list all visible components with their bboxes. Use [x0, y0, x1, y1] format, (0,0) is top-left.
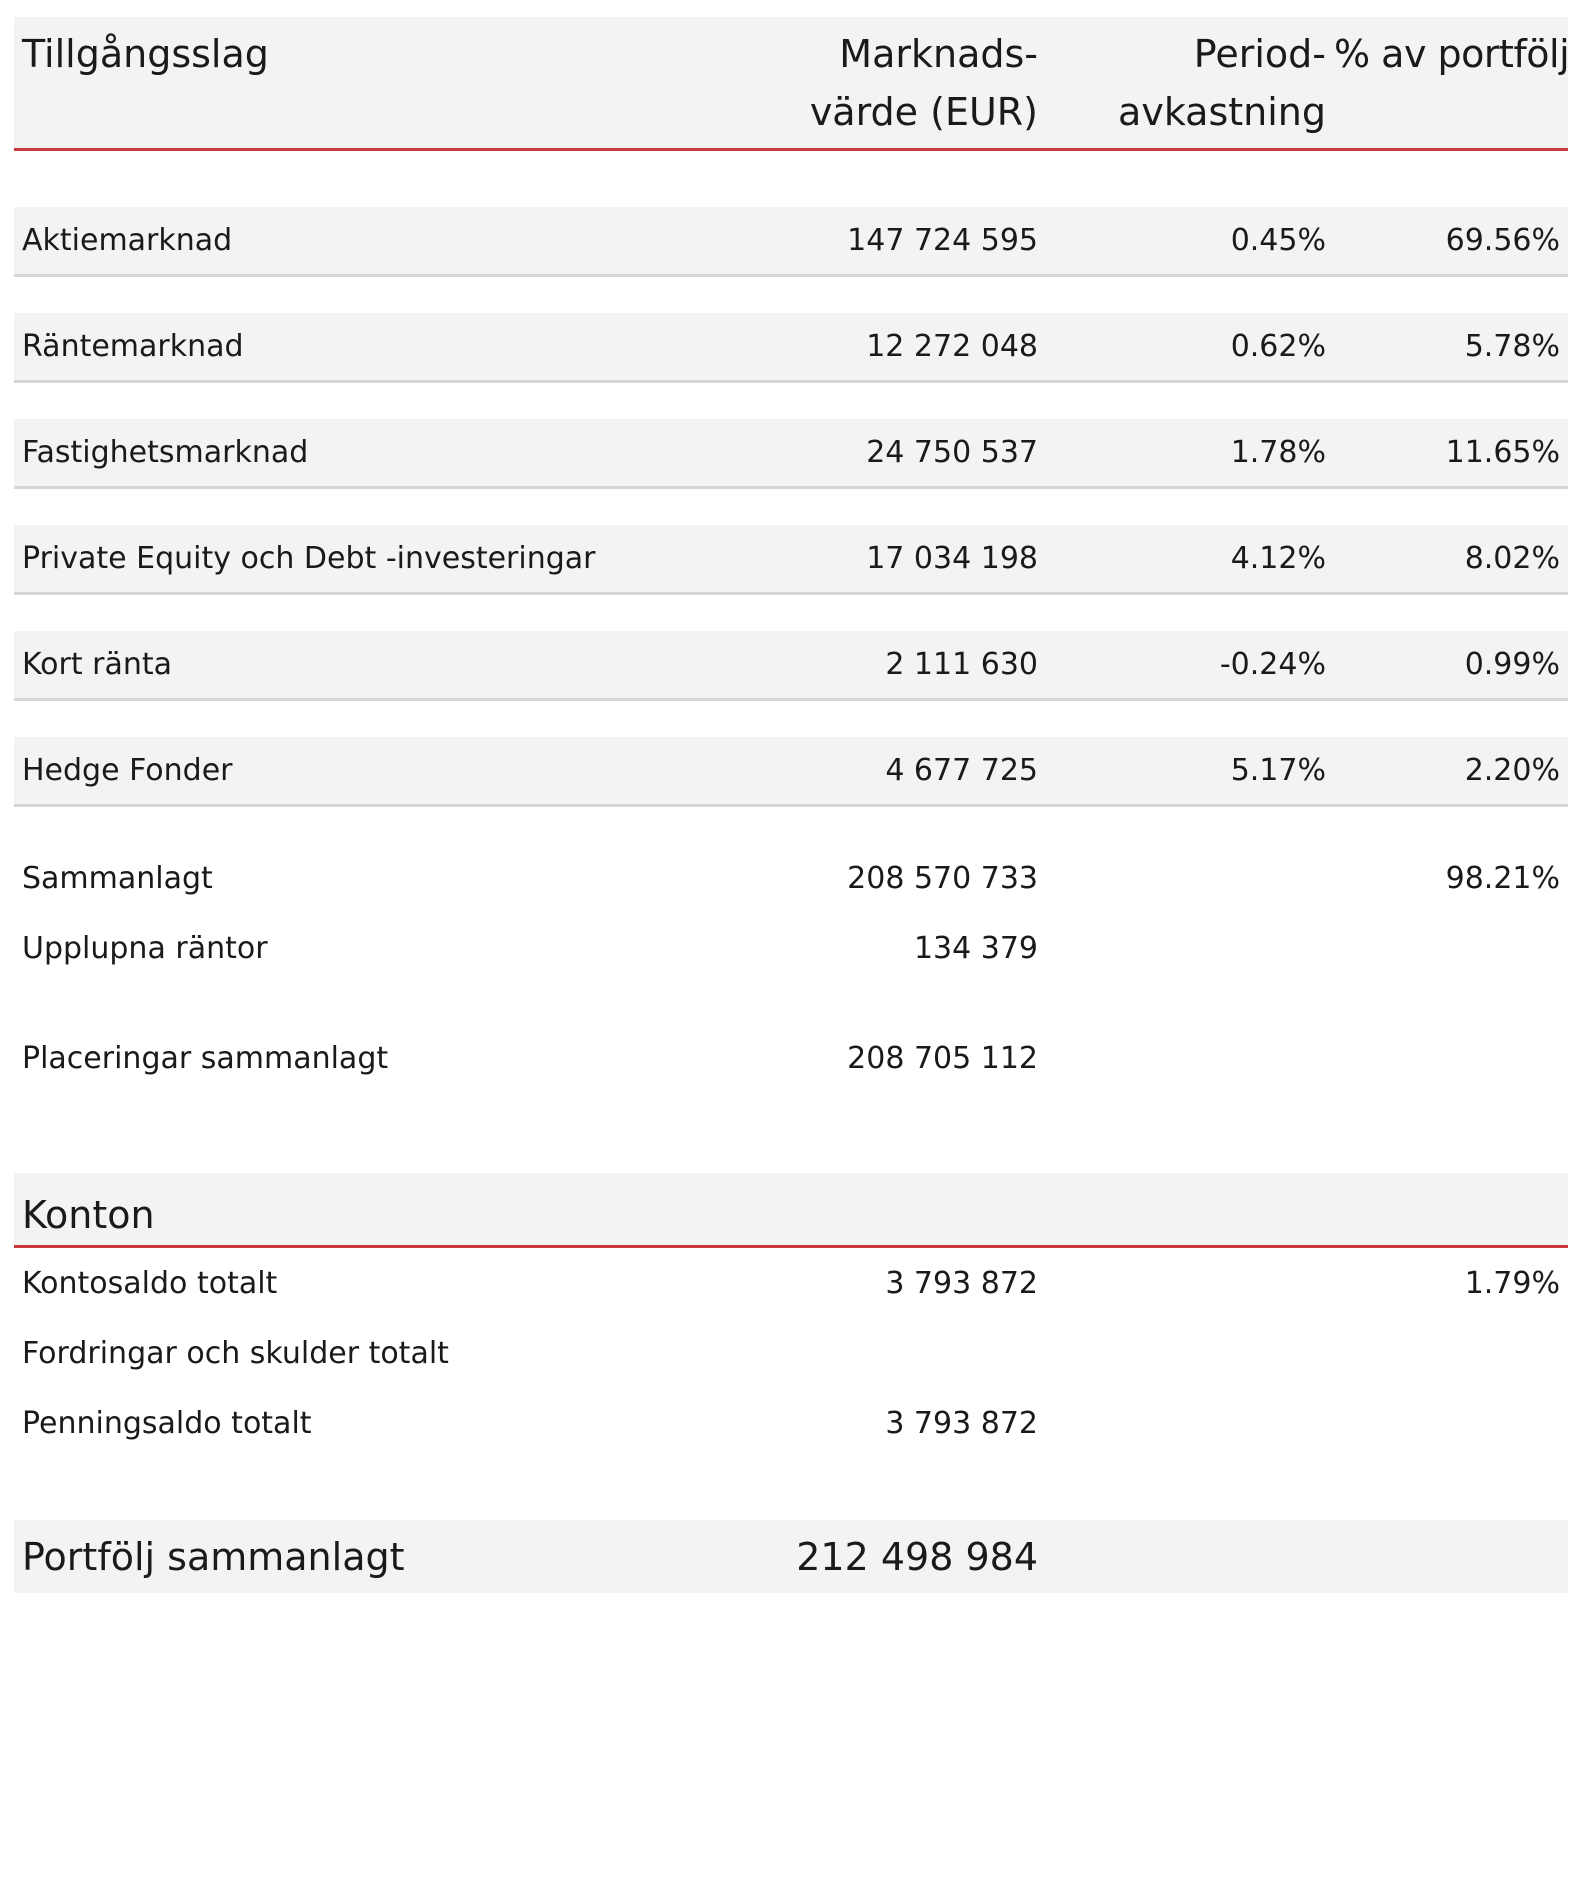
table-row: [14, 419, 1568, 489]
accrued-label: Upplupna räntor: [22, 930, 268, 966]
table-row: [14, 525, 1568, 595]
cash-value: 3 793 872: [885, 1405, 1038, 1441]
header-asset-class: Tillgångsslag: [22, 32, 269, 76]
portfolio-label: Portfölj sammanlagt: [22, 1534, 405, 1579]
cash-label: Penningsaldo totalt: [22, 1405, 312, 1441]
total-value: 208 570 733: [847, 860, 1038, 896]
period-return: 0.45%: [1230, 223, 1326, 258]
market-value: 4 677 725: [885, 753, 1038, 788]
asset-name: Kort ränta: [22, 647, 173, 682]
receivables-label: Fordringar och skulder totalt: [22, 1335, 449, 1371]
portfolio-share: 8.02%: [1464, 541, 1560, 576]
summary-total-row: [14, 843, 1568, 913]
table-row: [14, 313, 1568, 383]
spacer: [14, 151, 1568, 207]
balance-label: Kontosaldo totalt: [22, 1265, 278, 1301]
spacer: [14, 277, 1568, 313]
placements-total-row: [14, 1023, 1568, 1093]
balance-value: 3 793 872: [885, 1265, 1038, 1301]
period-return: -0.24%: [1219, 647, 1326, 682]
spacer: [14, 383, 1568, 419]
table-row: [14, 631, 1568, 701]
table-header: [14, 17, 1568, 151]
market-value: 17 034 198: [866, 541, 1038, 576]
spacer: [14, 1093, 1568, 1173]
header-portfolio-share: % av portfölj: [1334, 32, 1570, 76]
cash-balance-row: [14, 1388, 1568, 1458]
portfolio-share: 69.56%: [1445, 223, 1560, 258]
portfolio-value: 212 498 984: [796, 1534, 1038, 1579]
market-value: 2 111 630: [885, 647, 1038, 682]
receivables-row: [14, 1318, 1568, 1388]
total-share: 98.21%: [1445, 860, 1560, 896]
accrued-interest-row: [14, 913, 1568, 983]
header-period-return: Period- avkastning: [1118, 32, 1326, 134]
table-row: [14, 737, 1568, 807]
spacer: [14, 983, 1568, 1023]
header-market-value: Marknads- värde (EUR): [809, 32, 1038, 134]
portfolio-total-row: [14, 1520, 1568, 1593]
asset-name: Aktiemarknad: [22, 223, 233, 258]
account-balance-row: [14, 1248, 1568, 1318]
spacer: [14, 595, 1568, 631]
asset-name: Fastighetsmarknad: [22, 435, 309, 470]
accounts-title: Konton: [22, 1193, 155, 1237]
total-label: Sammanlagt: [22, 860, 213, 896]
balance-share: 1.79%: [1464, 1265, 1560, 1301]
market-value: 24 750 537: [866, 435, 1038, 470]
accrued-value: 134 379: [913, 930, 1038, 966]
asset-name: Private Equity och Debt -investeringar: [22, 541, 596, 576]
spacer: [14, 807, 1568, 843]
spacer: [14, 701, 1568, 737]
placements-value: 208 705 112: [847, 1040, 1038, 1076]
table-row: [14, 207, 1568, 277]
period-return: 1.78%: [1230, 435, 1326, 470]
placements-label: Placeringar sammanlagt: [22, 1040, 389, 1076]
market-value: 12 272 048: [866, 329, 1038, 364]
period-return: 5.17%: [1230, 753, 1326, 788]
portfolio-share: 5.78%: [1464, 329, 1560, 364]
asset-allocation-table: [14, 17, 1568, 1593]
spacer: [14, 1458, 1568, 1520]
period-return: 4.12%: [1230, 541, 1326, 576]
asset-name: Hedge Fonder: [22, 753, 233, 788]
market-value: 147 724 595: [847, 223, 1038, 258]
spacer: [14, 489, 1568, 525]
portfolio-share: 11.65%: [1445, 435, 1560, 470]
period-return: 0.62%: [1230, 329, 1326, 364]
portfolio-share: 0.99%: [1464, 647, 1560, 682]
portfolio-share: 2.20%: [1464, 753, 1560, 788]
asset-name: Räntemarknad: [22, 329, 244, 364]
accounts-header: [14, 1173, 1568, 1248]
